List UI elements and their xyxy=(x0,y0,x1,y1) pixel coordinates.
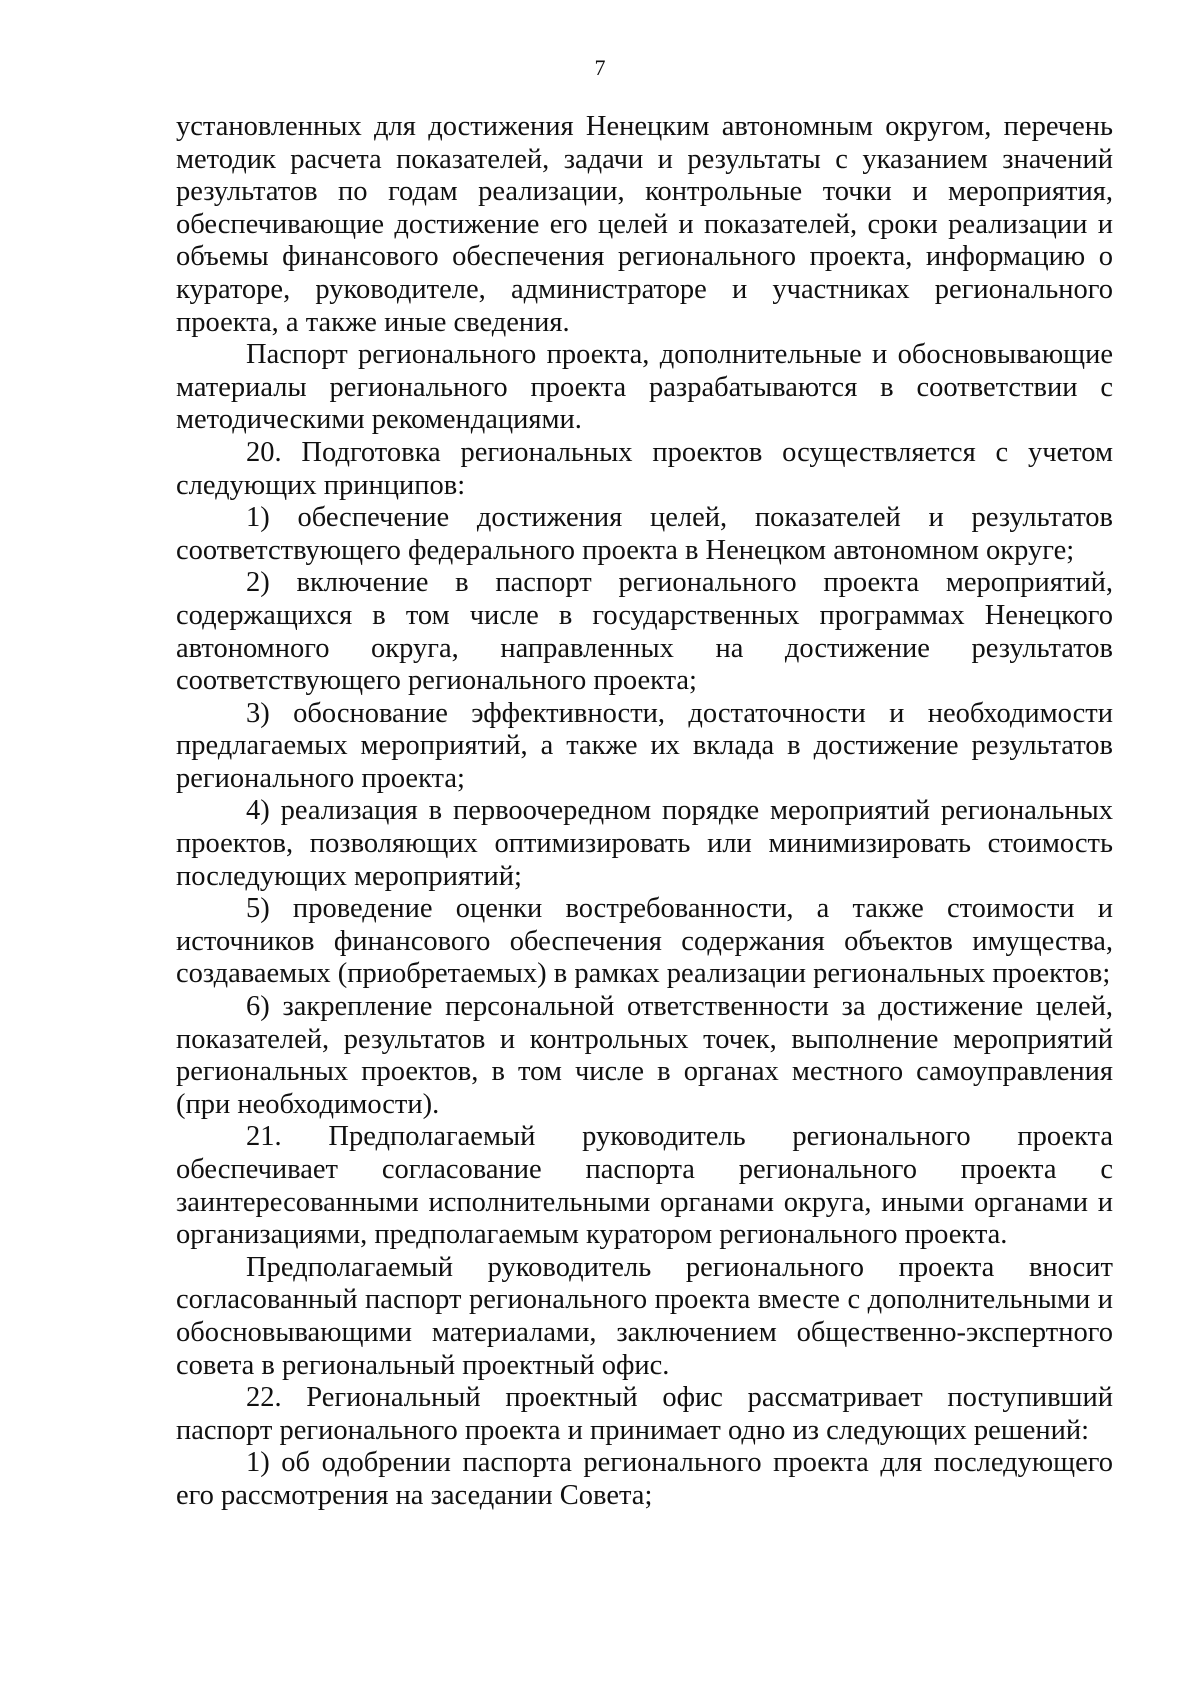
document-body xyxy=(176,111,1113,1513)
list-item-22-1: 1) об одобрении паспорта регионального проекта для последующего его рассмотрения на заседании Совета; xyxy=(176,1447,1113,1511)
list-item-20-5: 5) проведение оценки востребованности, а также стоимости и источников финансового обеспечения содержания объектов имущества, создаваемых (приобретаемых) в рамках реализации региональных проектов; xyxy=(176,893,1113,990)
paragraph-clause-21: 21. Предполагаемый руководитель регионального проекта обеспечивает согласование паспорта регионального проекта с заинтересованными исполнительными органами округа, иными органами и организациями, предполагаемым куратором регионального проекта. xyxy=(176,1121,1113,1251)
list-item-20-6: 6) закрепление персональной ответственности за достижение целей, показателей, результатов и контрольных точек, выполнение мероприятий региональных проектов, в том числе в органах местного самоуправления (при необходимости). xyxy=(176,991,1113,1120)
list-item-20-2: 2) включение в паспорт регионального проекта мероприятий, содержащихся в том числе в государственных программах Ненецкого автономного округа, направленных на достижение результатов соответствующего регионального проекта; xyxy=(176,567,1113,697)
paragraph-passport-materials: Паспорт регионального проекта, дополнительные и обосновывающие материалы регионального проекта разрабатываются в соответствии с методическими рекомендациями. xyxy=(176,339,1113,436)
paragraph-clause-21-submission: Предполагаемый руководитель регионального проекта вносит согласованный паспорт регионального проекта вместе с дополнительными и обосновывающими материалами, заключением общественно-экспертного совета в региональный проектный офис. xyxy=(176,1251,1113,1381)
list-item-20-4: 4) реализация в первоочередном порядке мероприятий региональных проектов, позволяющих оптимизировать или минимизировать стоимость последующих мероприятий; xyxy=(176,795,1113,892)
page-number: 7 xyxy=(594,55,606,80)
paragraph-clause-22: 22. Региональный проектный офис рассматривает поступивший паспорт регионального проекта и принимает одно из следующих решений: xyxy=(176,1382,1113,1446)
paragraph-intro-continuation: установленных для достижения Ненецким автономным округом, перечень методик расчета показателей, задачи и результаты с указанием значений результатов по годам реализации, контрольные точки и мероприятия, обеспечивающие достижение его целей и показателей, сроки реализации и объемы финансового обеспечения регионального проекта, информацию о кураторе, руководителе, администраторе и участниках регионального проекта, а также иные сведения. xyxy=(176,111,1113,338)
list-item-20-1: 1) обеспечение достижения целей, показателей и результатов соответствующего федерального проекта в Ненецком автономном округе; xyxy=(176,502,1113,566)
paragraph-clause-20: 20. Подготовка региональных проектов осуществляется с учетом следующих принципов: xyxy=(176,436,1113,501)
list-item-20-3: 3) обоснование эффективности, достаточности и необходимости предлагаемых мероприятий, а также их вклада в достижение результатов регионального проекта; xyxy=(176,697,1113,794)
